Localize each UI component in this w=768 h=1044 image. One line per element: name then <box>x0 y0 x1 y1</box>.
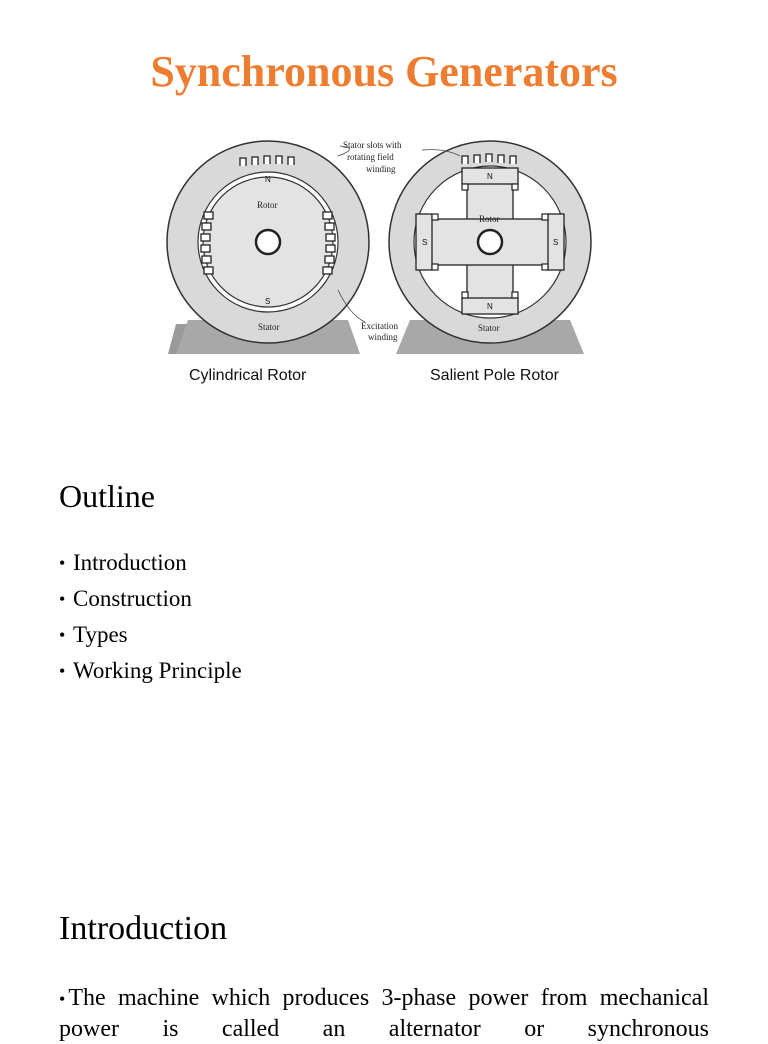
outline-heading: Outline <box>59 478 155 514</box>
introduction-paragraph-text: The machine which produces 3-phase power from mechanical power is called an alternator or synchronous <box>59 985 709 1042</box>
left-shaft <box>256 230 280 254</box>
stator-slots-label-line2: rotating field <box>347 152 394 162</box>
right-north-bottom-label: N <box>487 302 493 311</box>
right-stator-label: Stator <box>478 323 500 333</box>
stator-slots-label-line1: Stator slots with <box>343 140 402 150</box>
generator-rotor-diagram <box>160 130 600 395</box>
outline-item-introduction: • Introduction <box>59 548 242 584</box>
left-stator-label: Stator <box>258 322 280 332</box>
salient-pole-rotor-caption-text: Salient Pole Rotor <box>430 367 559 384</box>
outline-item-construction: • Construction <box>59 584 242 620</box>
introduction-paragraph <box>59 983 709 1044</box>
rotor-diagram-svg <box>160 130 600 395</box>
cylindrical-rotor-figure <box>167 141 398 384</box>
salient-pole-rotor-figure <box>389 141 591 384</box>
right-south-right-label: S <box>553 238 559 247</box>
right-north-top-label: N <box>487 172 493 181</box>
introduction-heading: Introduction <box>59 910 228 947</box>
left-north-label: N <box>265 175 271 184</box>
outline-item-types: • Types <box>59 620 242 656</box>
right-rotor-label: Rotor <box>479 214 500 224</box>
stator-slots-label-line3: winding <box>366 164 396 174</box>
excitation-label-line1: Excitation <box>361 321 398 331</box>
bullet-dot: • <box>59 989 66 1009</box>
outline-item-working-principle: • Working Principle <box>59 656 242 692</box>
page-title: Synchronous Generators <box>150 47 618 96</box>
cylindrical-rotor-caption: Cylindrical Rotor <box>189 367 307 384</box>
right-south-left-label: S <box>422 238 428 247</box>
excitation-label-line2: winding <box>368 332 398 342</box>
right-shaft <box>478 230 502 254</box>
left-south-label: S <box>265 297 271 306</box>
left-rotor-label: Rotor <box>257 200 278 210</box>
outline-list <box>59 548 242 692</box>
